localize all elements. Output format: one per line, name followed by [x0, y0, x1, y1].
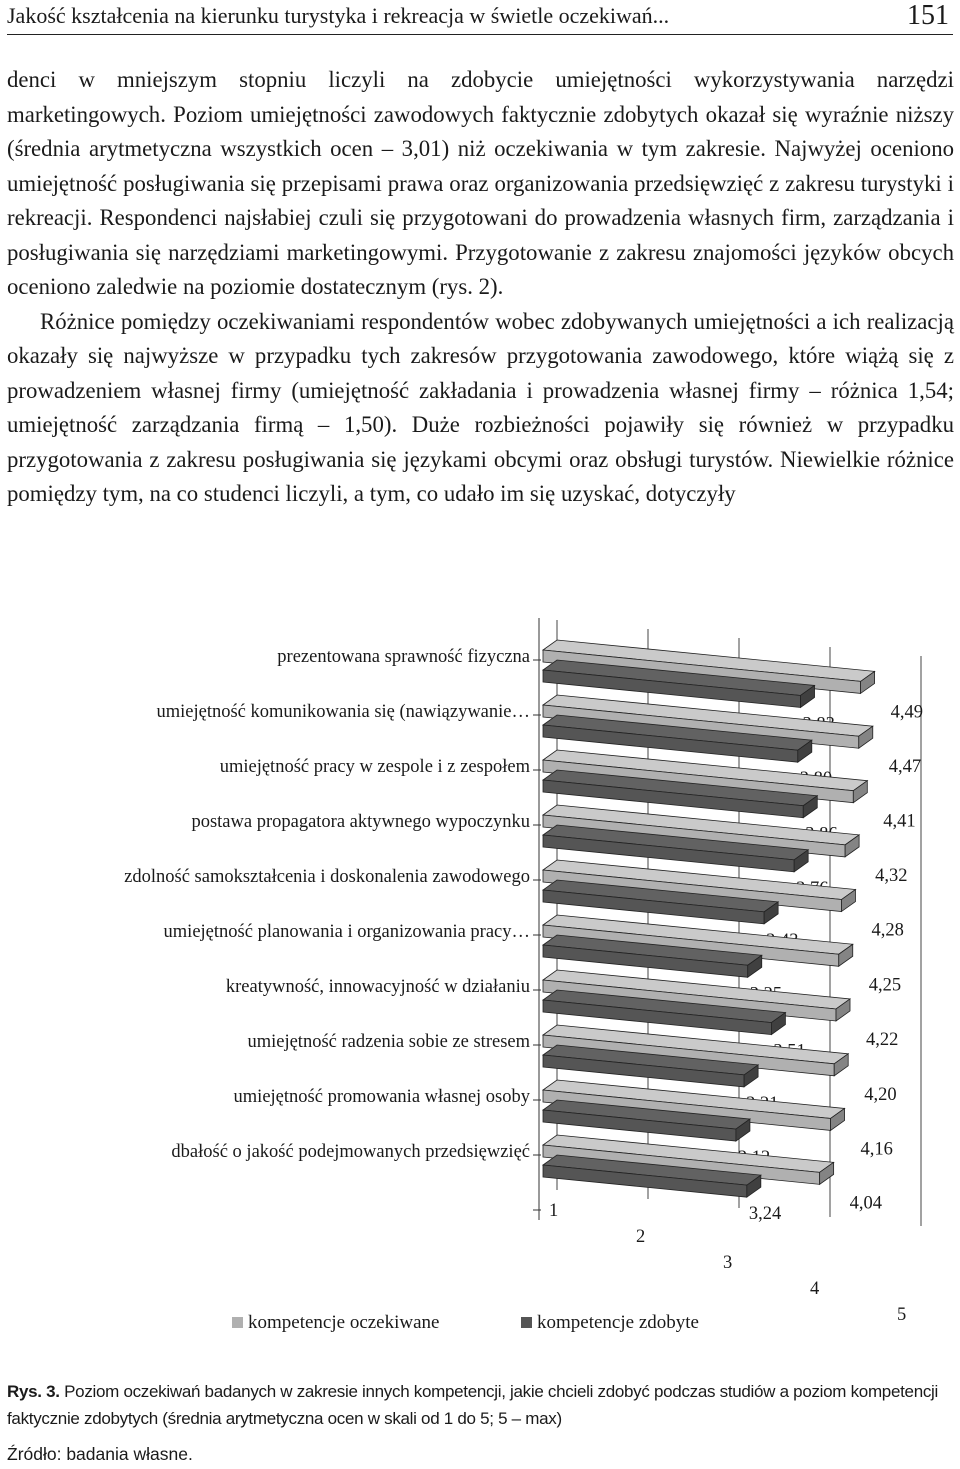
category-label-7: kreatywność, innowacyjność w działaniu: [225, 977, 530, 997]
x-tick-label-1: 1: [549, 1201, 559, 1221]
legend-swatch-expected: [232, 1317, 243, 1328]
figure-source: Źródło: badania własne.: [7, 1444, 193, 1464]
category-label-2: umiejętność komunikowania się (nawiązywanie…: [156, 702, 530, 722]
figure-caption: [7, 1378, 954, 1432]
value-label-expected-8: 4,20: [864, 1084, 897, 1105]
value-label-expected-10: 4,04: [849, 1193, 883, 1214]
value-label-expected-4: 4,32: [875, 865, 908, 886]
x-tick-label-2: 2: [636, 1227, 646, 1247]
body-text: [7, 63, 954, 512]
value-label-expected-7: 4,22: [866, 1029, 899, 1050]
legend-label-obtained: kompetencje zdobyte: [537, 1312, 699, 1333]
value-label-expected-5: 4,28: [871, 920, 904, 941]
competence-bar-chart: [0, 600, 960, 1360]
x-tick-label-3: 3: [723, 1253, 733, 1273]
category-label-4: postawa propagatora aktywnego wypoczynku: [191, 812, 530, 832]
value-label-expected-1: 4,49: [890, 702, 923, 723]
legend-swatch-obtained: [521, 1317, 532, 1328]
category-label-10: dbałość o jakość podejmowanych przedsięwzięć: [171, 1142, 530, 1162]
x-tick-label-4: 4: [810, 1279, 820, 1299]
paragraph-1: denci w mniejszym stopniu liczyli na zdobycie umiejętności wykorzystywania narzędzi marketingowych. Poziom umiejętności zawodowych faktycznie zdobytych okazał się wyraźnie niższy (średnia arytmetyczna wszystkich ocen – 3,01) niż oczekiwania w tym zakresie. Najwyżej oceniono umiejętność posługiwania się przepisami prawa oraz organizowania przedsięwzięć z zakresu turystyki i rekreacji. Respondenci najsłabiej czuli się przygotowani do prowadzenia własnych firm, zarządzania i posługiwania się narzędziami marketingowymi. Przygotowanie z zakresu znajomości języków obcych oceniono zaledwie na poziomie dostatecznym (rys. 2).: [7, 67, 954, 299]
running-header: [7, 2, 953, 35]
value-label-expected-2: 4,47: [888, 757, 922, 778]
value-label-obtained-10: 3,24: [748, 1204, 782, 1225]
category-label-3: umiejętność pracy w zespole i z zespołem: [219, 757, 530, 777]
paragraph-2: Różnice pomiędzy oczekiwaniami respondentów wobec zdobywanych umiejętności a ich realizacją okazały się najwyższe w przypadku tych zakresów przygotowania zawodowego, które wiążą się z prowadzeniem własnej firmy (umiejętność zakładania i prowadzenia własnej firmy – różnica 1,54; umiejętność zarządzania firmą – 1,50). Duże rozbieżności pojawiły się również w przypadku przygotowania z zakresu posługiwania się językami obcymi oraz obsługi turystów. Niewielkie różnice pomiędzy tym, na co studenci liczyli, a tym, co udało im się uzyskać, dotyczyły: [7, 308, 954, 506]
category-label-8: umiejętność radzenia sobie ze stresem: [247, 1032, 530, 1052]
figure-label: Rys. 3.: [7, 1382, 60, 1401]
category-label-5: zdolność samokształcenia i doskonalenia zawodowego: [124, 867, 530, 887]
value-label-expected-3: 4,41: [883, 811, 916, 832]
value-label-expected-9: 4,16: [860, 1139, 893, 1160]
figure-caption-text: Poziom oczekiwań badanych w zakresie innych kompetencji, jakie chcieli zdobyć podczas studiów a poziom kompetencji faktycznie zdobytych (średnia arytmetyczna ocen w skali od 1 do 5; 5 – max): [7, 1382, 938, 1428]
value-label-expected-6: 4,25: [868, 975, 902, 996]
category-label-6: umiejętność planowania i organizowania pracy…: [163, 922, 530, 942]
x-tick-label-5: 5: [897, 1305, 907, 1325]
category-label-1: prezentowana sprawność fizyczna: [277, 647, 530, 667]
page-number: 151: [907, 0, 949, 31]
running-title: Jakość kształcenia na kierunku turystyka i rekreacja w świetle oczekiwań...: [7, 3, 670, 28]
legend-label-expected: kompetencje oczekiwane: [248, 1312, 440, 1333]
category-label-9: umiejętność promowania własnej osoby: [233, 1087, 530, 1107]
